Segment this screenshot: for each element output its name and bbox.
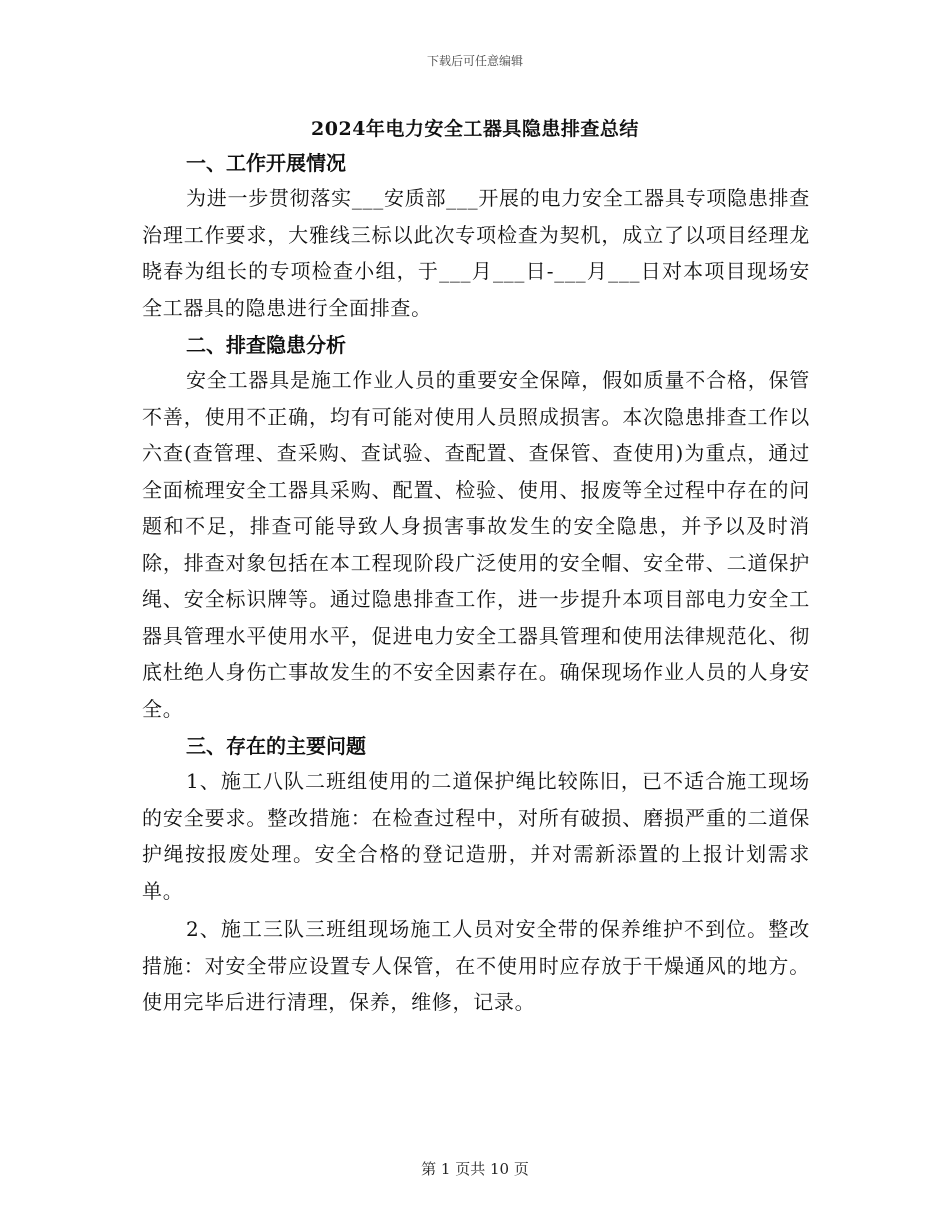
- page-number: 第 1 页共 10 页: [421, 1160, 529, 1178]
- document-title: 2024年电力安全工器具隐患排查总结: [311, 118, 639, 140]
- paragraph-problem-1: 1、施工八队二班组使用的二道保护绳比较陈旧，已不适合施工现场的安全要求。整改措施：在检查过程中，对所有破损、磨损严重的二道保护绳按报废处理。安全合格的登记造册，并对需新添置的上报计划需求单。: [142, 769, 810, 903]
- paragraph-work-status: 为进一步贯彻落实___安质部___开展的电力安全工器具专项隐患排查治理工作要求，大雅线三标以此次专项检查为契机，成立了以项目经理龙晓春为组长的专项检查小组，于___月___日-___月___日对本项目现场安全工器具的隐患进行全面排查。: [142, 186, 810, 320]
- section-heading-work-status: 一、工作开展情况: [186, 151, 346, 175]
- paragraph-hazard-analysis: 安全工器具是施工作业人员的重要安全保障，假如质量不合格，保管不善，使用不正确，均有可能对使用人员照成损害。本次隐患排查工作以六查(查管理、查采购、查试验、查配置、查保管、查使用)为重点，通过全面梳理安全工器具采购、配置、检验、使用、报废等全过程中存在的问题和不足，排查可能导致人身损害事故发生的安全隐患，并予以及时消除，排查对象包括在本工程现阶段广泛使用的安全帽、安全带、二道保护绳、安全标识牌等。通过隐患排查工作，进一步提升本项目部电力安全工器具管理水平使用水平，促进电力安全工器具管理和使用法律规范化、彻底杜绝人身伤亡事故发生的不安全因素存在。确保现场作业人员的人身安全。: [142, 368, 810, 721]
- paragraph-problem-2: 2、施工三队三班组现场施工人员对安全带的保养维护不到位。整改措施：对安全带应设置专人保管，在不使用时应存放于干燥通风的地方。使用完毕后进行清理，保养，维修，记录。: [142, 917, 810, 1014]
- page-header-note: 下载后可任意编辑: [426, 54, 523, 68]
- section-heading-main-problems: 三、存在的主要问题: [186, 734, 366, 758]
- document-body: [142, 146, 810, 1023]
- section-heading-hazard-analysis: 二、排查隐患分析: [186, 333, 346, 357]
